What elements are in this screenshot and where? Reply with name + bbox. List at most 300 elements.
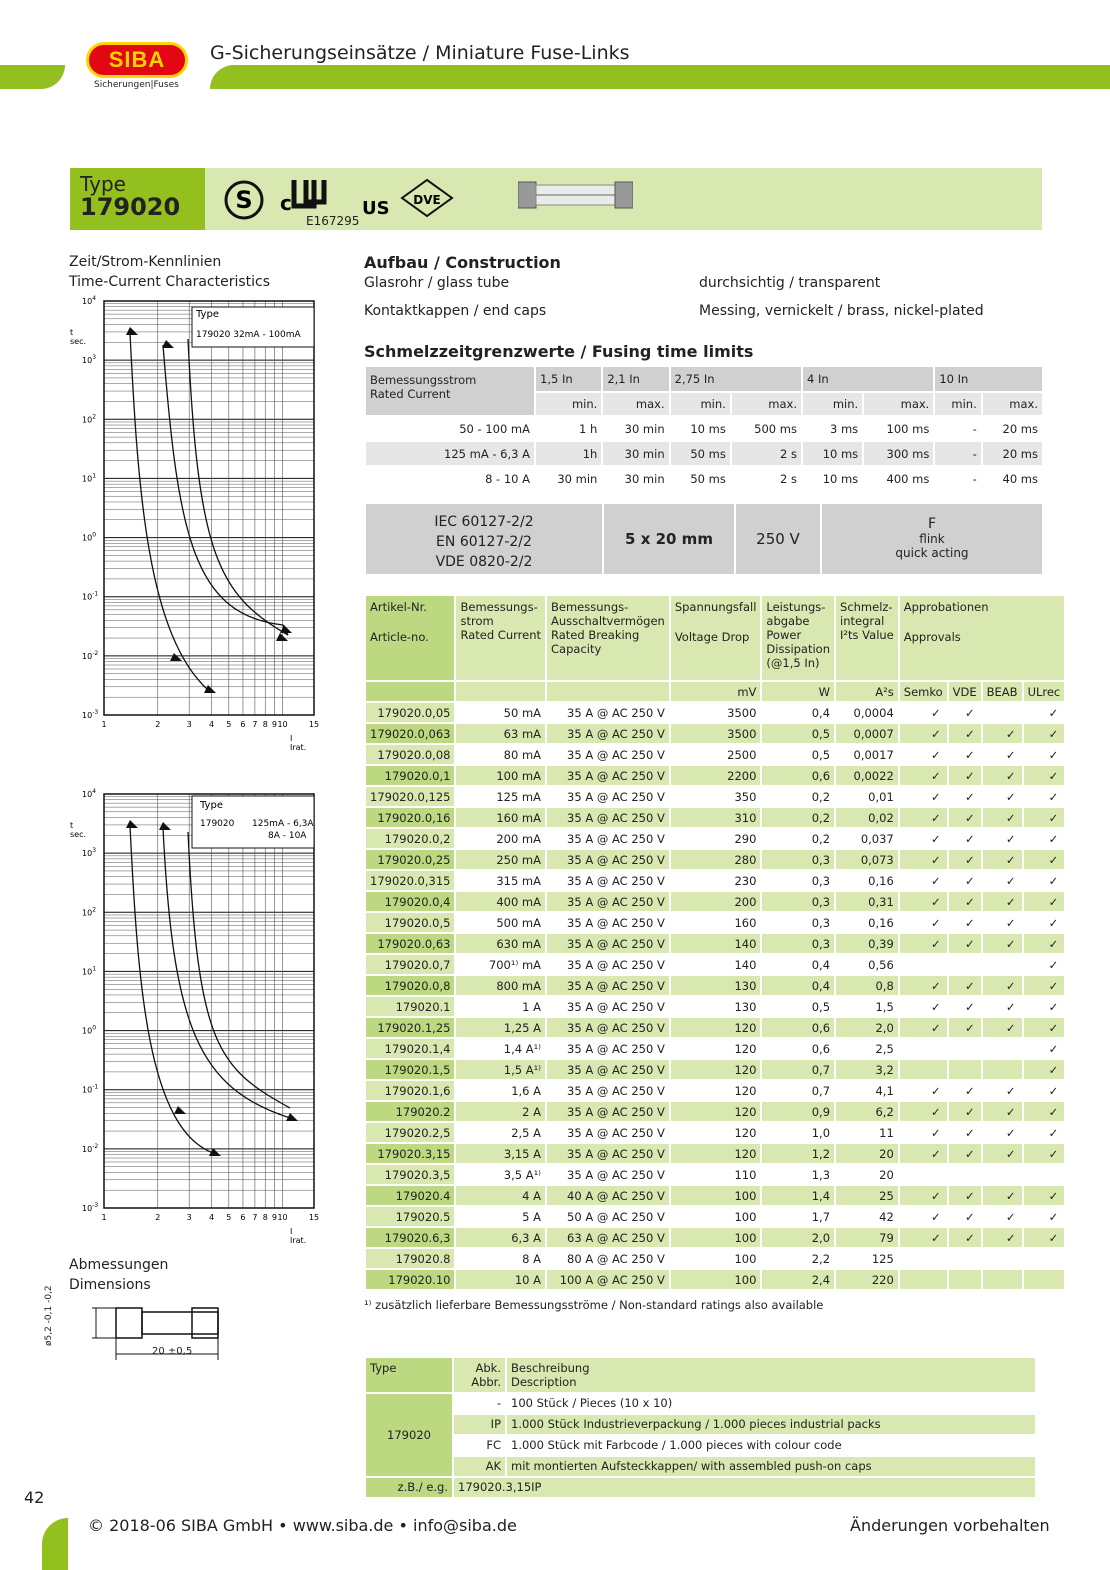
y-axis-label: t — [70, 821, 74, 830]
approval-check-icon — [1024, 1249, 1065, 1268]
table-cell: 35 A @ AC 250 V — [567, 1167, 665, 1182]
fusing-cell: 10 ms — [803, 442, 862, 465]
pack-abbr: AK — [454, 1457, 505, 1476]
x-axis-label: I — [290, 1227, 293, 1236]
table-cell: 25 — [836, 1186, 898, 1205]
table-row — [366, 1123, 1064, 1142]
svg-text:US: US — [362, 198, 390, 219]
approval-check-icon: ✓ — [983, 1186, 1022, 1205]
logo-subtitle: Sicherungen|Fuses — [94, 80, 179, 90]
pack-eg-label: z.B./ e.g. — [366, 1478, 452, 1497]
x-tick-label: 2 — [155, 1213, 161, 1222]
approval-check-icon — [949, 1165, 981, 1184]
fusing-cell: 3 ms — [830, 421, 859, 436]
table-cell: 0,0022 — [836, 766, 898, 785]
approval-check-icon: ✓ — [965, 705, 975, 720]
approval-check-icon: ✓ — [1048, 915, 1059, 930]
table-cell: 3500 — [671, 724, 761, 743]
fusing-cell: 8 - 10 A — [485, 471, 530, 486]
approval-check-icon: ✓ — [900, 934, 947, 953]
approval-check-icon — [983, 955, 1022, 974]
table-cell: 130 — [671, 976, 761, 995]
table-row — [366, 913, 1064, 932]
specs-size: 5 x 20 mm — [604, 504, 734, 574]
table-cell: 6,3 A — [456, 1228, 545, 1247]
pack-row — [454, 1436, 1035, 1455]
approval-check-icon — [900, 1249, 947, 1268]
approval-check-icon: ✓ — [949, 1018, 981, 1037]
table-cell: 35 A @ AC 250 V — [547, 934, 669, 953]
table-cell: 200 — [671, 892, 761, 911]
table-row — [366, 787, 1064, 806]
approval-check-icon — [983, 1249, 1022, 1268]
approval-check-icon: ✓ — [1024, 976, 1065, 995]
articles-footnote: ¹⁾ zusätzlich lieferbare Bemessungsströme / Non-standard ratings also available — [364, 1298, 824, 1312]
table-row — [366, 829, 1064, 848]
approval-check-icon: ✓ — [965, 1083, 975, 1098]
table-cell: 20 — [836, 1144, 898, 1163]
table-cell: 4 A — [456, 1186, 545, 1205]
table-row — [366, 724, 1064, 743]
table-row — [366, 934, 1064, 953]
table-cell: 120 — [734, 1125, 757, 1140]
fusing-cell: 40 ms — [1002, 471, 1038, 486]
table-cell: 0,4 — [811, 957, 831, 972]
approval-check-icon: ✓ — [931, 873, 941, 888]
approval-check-icon — [983, 1270, 1022, 1289]
footer-notice: Änderungen vorbehalten — [850, 1516, 1050, 1535]
table-cell: 179020.1,6 — [366, 1081, 454, 1100]
pack-row — [454, 1457, 1035, 1476]
approval-check-icon: ✓ — [1048, 1125, 1059, 1140]
dimension-diameter: ø5,2 -0,1 -0,2 — [44, 1285, 54, 1346]
table-cell: 100 — [734, 1251, 757, 1266]
construction-desc-2: Messing, vernickelt / brass, nickel-plated — [699, 303, 984, 319]
pack-desc: 1.000 Stück Industrieverpackung / 1.000 pieces industrial packs — [507, 1415, 1035, 1434]
table-row — [366, 976, 1064, 995]
table-cell: 2200 — [671, 766, 761, 785]
table-cell: 3,5 A¹⁾ — [503, 1167, 542, 1182]
table-cell: 63 mA — [456, 724, 545, 743]
table-cell: 35 A @ AC 250 V — [547, 1144, 669, 1163]
fuse-image — [518, 180, 633, 210]
table-cell: 1,3 — [811, 1167, 831, 1182]
approval-check-icon: ✓ — [900, 1102, 947, 1121]
table-cell: 179020.4 — [366, 1186, 454, 1205]
footer-copyright: © 2018-06 SIBA GmbH • www.siba.de • info@siba.de — [88, 1516, 517, 1535]
table-cell: 100 A @ AC 250 V — [547, 1270, 669, 1289]
table-cell: 120 — [734, 1083, 757, 1098]
approval-check-icon: ✓ — [931, 1125, 941, 1140]
table-cell: 35 A @ AC 250 V — [547, 976, 669, 995]
x-tick-label: 6 — [240, 720, 246, 729]
approval-check-icon — [949, 955, 981, 974]
type-label: Type — [80, 172, 126, 196]
fusing-cell: 30 min — [603, 442, 668, 465]
table-cell: 80 A @ AC 250 V — [567, 1251, 665, 1266]
y-tick-label: $10^{-3}$ — [82, 709, 99, 720]
table-cell: 0,01 — [868, 789, 894, 804]
approval-check-icon — [949, 1249, 981, 1268]
pack-header-abk: Abk. Abbr. — [454, 1358, 505, 1392]
y-tick-label: $10^0$ — [82, 531, 97, 543]
approval-check-icon: ✓ — [949, 976, 981, 995]
table-cell: 315 mA — [496, 873, 542, 888]
approval-check-icon: ✓ — [1048, 705, 1059, 720]
chart1-type-label: Type — [196, 309, 219, 320]
table-row — [366, 1186, 1064, 1205]
table-cell: 0,6 — [762, 1018, 834, 1037]
table-cell: 1,4 — [762, 1186, 834, 1205]
pack-desc: mit montierten Aufsteckkappen/ with assembled push-on caps — [507, 1457, 1035, 1476]
table-cell: 179020.1,4 — [366, 1039, 454, 1058]
table-cell: 179020.2,5 — [366, 1123, 454, 1142]
approval-check-icon: ✓ — [949, 934, 981, 953]
y-tick-label: $10^2$ — [82, 906, 97, 918]
x-tick-label: 1 — [101, 1213, 107, 1222]
x-tick-label: 9 — [271, 720, 277, 729]
y-tick-label: $10^{-2}$ — [82, 649, 99, 661]
y-axis-label: sec. — [70, 830, 87, 839]
fusing-cell: 10 ms — [822, 471, 859, 486]
y-tick-label: $10^1$ — [82, 472, 97, 484]
table-cell: 100 mA — [456, 766, 545, 785]
table-cell: 179020.0,08 — [366, 745, 454, 764]
approval-check-icon: ✓ — [1024, 1102, 1065, 1121]
approval-check-icon: ✓ — [1005, 1209, 1016, 1224]
table-cell: 35 A @ AC 250 V — [547, 1102, 669, 1121]
table-cell: 0,2 — [762, 808, 834, 827]
approval-check-icon: ✓ — [900, 724, 947, 743]
table-cell: 120 — [671, 1102, 761, 1121]
x-tick-label: 15 — [308, 1213, 320, 1222]
approval-check-icon: ✓ — [1024, 1018, 1065, 1037]
table-cell: 140 — [671, 934, 761, 953]
fusing-cell: 1h — [536, 442, 601, 465]
table-cell: 800 mA — [456, 976, 545, 995]
approval-check-icon — [1024, 1165, 1065, 1184]
approval-check-icon: ✓ — [983, 850, 1022, 869]
table-cell: 2500 — [727, 747, 757, 762]
fusing-minmax-cell: min. — [935, 393, 980, 415]
x-tick-label: 1 — [101, 720, 107, 729]
fusing-cell: 2 s — [732, 442, 801, 465]
approval-check-icon: ✓ — [1024, 850, 1065, 869]
table-cell: 100 — [671, 1228, 761, 1247]
page-number: 42 — [24, 1488, 45, 1507]
table-cell: 35 A @ AC 250 V — [547, 808, 669, 827]
table-cell: 35 A @ AC 250 V — [567, 789, 665, 804]
x-tick-label: 15 — [308, 720, 320, 729]
table-cell: 230 — [734, 873, 757, 888]
approval-check-icon: ✓ — [1048, 957, 1059, 972]
table-cell: 2,4 — [762, 1270, 834, 1289]
approval-check-icon: ✓ — [965, 999, 975, 1014]
y-tick-label: $10^4$ — [82, 788, 97, 799]
approval-check-icon: ✓ — [1024, 892, 1065, 911]
table-cell: 120 — [671, 1060, 761, 1079]
table-cell: 35 A @ AC 250 V — [547, 1060, 669, 1079]
approval-check-icon: ✓ — [1048, 999, 1059, 1014]
table-row — [366, 1144, 1064, 1163]
table-cell: 35 A @ AC 250 V — [567, 831, 665, 846]
approval-check-icon: ✓ — [983, 1144, 1022, 1163]
table-cell: 1,6 A — [511, 1083, 542, 1098]
table-cell: 100 — [671, 1186, 761, 1205]
approval-check-icon: ✓ — [965, 915, 975, 930]
fusing-minmax-cell: max. — [732, 393, 801, 415]
table-cell: 0,6 — [762, 766, 834, 785]
y-axis-label: t — [70, 328, 74, 337]
approval-check-icon: ✓ — [983, 1228, 1022, 1247]
approval-check-icon: ✓ — [900, 766, 947, 785]
table-cell: 140 — [734, 957, 757, 972]
x-tick-label: 7 — [252, 1213, 258, 1222]
table-cell: 0,5 — [762, 724, 834, 743]
y-tick-label: $10^2$ — [82, 413, 97, 425]
table-cell: 130 — [734, 999, 757, 1014]
table-cell: 179020.0,5 — [366, 913, 454, 932]
pack-eg-value: 179020.3,15IP — [454, 1478, 1035, 1497]
type-box — [70, 168, 205, 230]
chart-title-de: Zeit/Strom-Kennlinien — [69, 254, 222, 270]
table-row — [366, 871, 1064, 890]
table-cell: 280 — [671, 850, 761, 869]
approval-check-icon — [900, 955, 947, 974]
approval-check-icon: ✓ — [949, 724, 981, 743]
table-cell: 0,8 — [836, 976, 898, 995]
fusing-cell: 10 ms — [690, 421, 726, 436]
table-cell: 0,0004 — [853, 705, 894, 720]
table-cell: 0,037 — [860, 831, 894, 846]
fusing-cell: 30 min — [624, 471, 665, 486]
pack-type-value: 179020 — [366, 1394, 452, 1476]
table-cell: 0,2 — [811, 789, 831, 804]
approval-check-icon: ✓ — [1005, 831, 1016, 846]
table-row — [366, 1039, 1064, 1058]
table-cell: 2,0 — [762, 1228, 834, 1247]
fusing-cell: 100 ms — [886, 421, 930, 436]
table-cell: 0,3 — [762, 892, 834, 911]
table-cell: 80 mA — [503, 747, 542, 762]
table-cell: 0,073 — [836, 850, 898, 869]
header-bar-left — [0, 65, 65, 89]
table-cell: 1,25 A — [456, 1018, 545, 1037]
fusing-group: 4 In — [803, 367, 933, 391]
table-cell: 20 — [879, 1167, 894, 1182]
table-cell: 79 — [836, 1228, 898, 1247]
i2t-header: Schmelz- integral I²ts Value — [836, 596, 898, 680]
table-row — [366, 997, 1064, 1016]
table-row — [366, 1081, 1064, 1100]
approval-check-icon: ✓ — [900, 808, 947, 827]
construction-title: Aufbau / Construction — [364, 253, 561, 272]
fusing-group: 2,1 In — [603, 367, 668, 391]
unit-cell: ULrec — [1024, 682, 1065, 701]
y-tick-label: $10^{-3}$ — [82, 1202, 99, 1213]
construction-desc-1: durchsichtig / transparent — [699, 275, 881, 291]
unit-cell: Semko — [900, 682, 947, 701]
bc-header: Bemessungs- Ausschaltvermögen Rated Breaking Capacity — [547, 596, 669, 680]
approval-check-icon: ✓ — [965, 747, 975, 762]
table-cell: 0,16 — [868, 873, 894, 888]
x-tick-label: 8 — [262, 1213, 268, 1222]
table-cell: 0,39 — [836, 934, 898, 953]
approval-check-icon: ✓ — [983, 724, 1022, 743]
table-cell: 290 — [734, 831, 757, 846]
fusing-cell: 500 ms — [754, 421, 797, 436]
table-cell: 0,7 — [811, 1083, 831, 1098]
fusing-cell: 20 ms — [983, 442, 1042, 465]
table-cell: 1 A — [522, 999, 542, 1014]
approval-check-icon: ✓ — [949, 766, 981, 785]
table-cell: 2,5 — [875, 1041, 894, 1056]
table-cell: 179020.8 — [366, 1249, 454, 1268]
pack-abbr: FC — [486, 1438, 501, 1452]
fusing-cell: 30 min — [557, 471, 598, 486]
table-cell: 3500 — [727, 705, 757, 720]
approval-check-icon: ✓ — [900, 850, 947, 869]
x-tick-label: 10 — [277, 720, 288, 729]
table-cell: 1,5 — [875, 999, 894, 1014]
table-cell: 4,1 — [875, 1083, 894, 1098]
fusing-group: 1,5 In — [536, 367, 601, 391]
approval-check-icon: ✓ — [949, 892, 981, 911]
x-axis-label: Irat. — [290, 1236, 307, 1245]
table-cell: 0,4 — [762, 976, 834, 995]
approval-check-icon: ✓ — [931, 789, 941, 804]
table-cell: 0,0007 — [836, 724, 898, 743]
table-cell: 0,7 — [762, 1060, 834, 1079]
table-cell: 35 A @ AC 250 V — [547, 724, 669, 743]
table-cell: 5 A — [522, 1209, 542, 1224]
approval-check-icon: ✓ — [949, 1102, 981, 1121]
table-cell: 120 — [734, 1041, 757, 1056]
table-cell: 35 A @ AC 250 V — [547, 766, 669, 785]
table-cell: 700¹⁾ mA — [488, 957, 542, 972]
fusing-table — [364, 365, 1044, 492]
fusing-cell: 50 - 100 mA — [459, 421, 530, 436]
table-row — [366, 808, 1064, 827]
approval-check-icon: ✓ — [1048, 747, 1059, 762]
approval-check-icon: ✓ — [965, 1209, 975, 1224]
fusing-row — [366, 467, 1042, 490]
approval-check-icon — [983, 703, 1022, 722]
fusing-col-label: Bemessungsstrom Rated Current — [366, 367, 534, 415]
dimensions-title-de: Abmessungen — [69, 1257, 169, 1273]
table-cell: 0,5 — [811, 999, 831, 1014]
table-cell: 50 mA — [503, 705, 542, 720]
approval-check-icon: ✓ — [1048, 789, 1059, 804]
approval-check-icon: ✓ — [1005, 999, 1016, 1014]
x-tick-label: 5 — [226, 720, 232, 729]
table-cell: 0,3 — [811, 915, 831, 930]
table-cell: 35 A @ AC 250 V — [567, 873, 665, 888]
cert-number: E167295 — [306, 214, 360, 228]
vd-header: Spannungsfall Voltage Drop — [671, 596, 761, 680]
table-cell: 179020.0,8 — [366, 976, 454, 995]
approval-check-icon: ✓ — [1005, 789, 1016, 804]
approval-check-icon: ✓ — [1024, 1228, 1065, 1247]
approval-check-icon — [949, 1060, 981, 1079]
table-cell: 35 A @ AC 250 V — [567, 999, 665, 1014]
approval-check-icon: ✓ — [931, 831, 941, 846]
fusing-cell: - — [935, 442, 980, 465]
table-cell: 220 — [836, 1270, 898, 1289]
x-axis-label: I — [290, 734, 293, 743]
approval-check-icon: ✓ — [900, 892, 947, 911]
table-row — [366, 745, 1064, 764]
y-axis-label: sec. — [70, 337, 87, 346]
table-cell: 35 A @ AC 250 V — [567, 1041, 665, 1056]
pack-header-type: Type — [366, 1358, 452, 1392]
dimension-length: 20 ±0,5 — [152, 1346, 193, 1357]
x-tick-label: 3 — [186, 720, 192, 729]
x-tick-label: 4 — [208, 1213, 215, 1222]
approval-check-icon: ✓ — [965, 789, 975, 804]
table-cell: 100 — [734, 1209, 757, 1224]
table-cell: 35 A @ AC 250 V — [567, 915, 665, 930]
table-cell: 179020.0,7 — [366, 955, 454, 974]
ur-icon: c — [280, 191, 292, 215]
approval-check-icon: ✓ — [900, 976, 947, 995]
table-row — [366, 1207, 1064, 1226]
approval-check-icon: ✓ — [1005, 747, 1016, 762]
table-cell: 0,3 — [762, 934, 834, 953]
table-cell: 11 — [879, 1125, 894, 1140]
pack-row — [454, 1415, 1035, 1434]
x-tick-label: 5 — [226, 1213, 232, 1222]
approval-check-icon: ✓ — [900, 1186, 947, 1205]
table-row — [366, 766, 1064, 785]
x-tick-label: 6 — [240, 1213, 246, 1222]
table-cell: 179020.0,63 — [366, 934, 454, 953]
chart2-type: 179020 — [200, 819, 235, 829]
table-cell: 0,31 — [836, 892, 898, 911]
approval-check-icon: ✓ — [983, 1018, 1022, 1037]
approval-check-icon — [900, 1060, 947, 1079]
y-tick-label: $10^{-1}$ — [82, 1083, 99, 1095]
fusing-cell: - — [972, 471, 977, 486]
approval-check-icon: ✓ — [983, 976, 1022, 995]
approval-check-icon — [983, 1039, 1022, 1058]
table-cell: 179020.6,3 — [366, 1228, 454, 1247]
approval-check-icon: ✓ — [1048, 1209, 1059, 1224]
table-cell: 250 mA — [456, 850, 545, 869]
pack-row — [454, 1394, 1035, 1413]
table-cell: 179020.1 — [366, 997, 454, 1016]
svg-text:S: S — [235, 186, 253, 214]
pack-desc: 1.000 Stück mit Farbcode / 1.000 pieces with colour code — [511, 1438, 842, 1452]
approval-check-icon: ✓ — [1005, 1083, 1016, 1098]
approval-check-icon: ✓ — [1048, 1041, 1059, 1056]
approval-check-icon: ✓ — [1048, 1083, 1059, 1098]
approval-check-icon: ✓ — [1005, 873, 1016, 888]
table-cell: 125 — [871, 1251, 894, 1266]
table-cell: 40 A @ AC 250 V — [547, 1186, 669, 1205]
pack-rows — [454, 1394, 1035, 1478]
approval-check-icon: ✓ — [900, 1144, 947, 1163]
table-row — [366, 1060, 1064, 1079]
fusing-cell: - — [972, 421, 977, 436]
fusing-group: 10 In — [935, 367, 1042, 391]
fusing-group: 2,75 In — [671, 367, 801, 391]
table-cell: 0,9 — [762, 1102, 834, 1121]
table-cell: 179020.0,315 — [366, 871, 454, 890]
table-cell: 2 A — [456, 1102, 545, 1121]
approval-check-icon: ✓ — [965, 873, 975, 888]
approval-check-icon: ✓ — [949, 1144, 981, 1163]
